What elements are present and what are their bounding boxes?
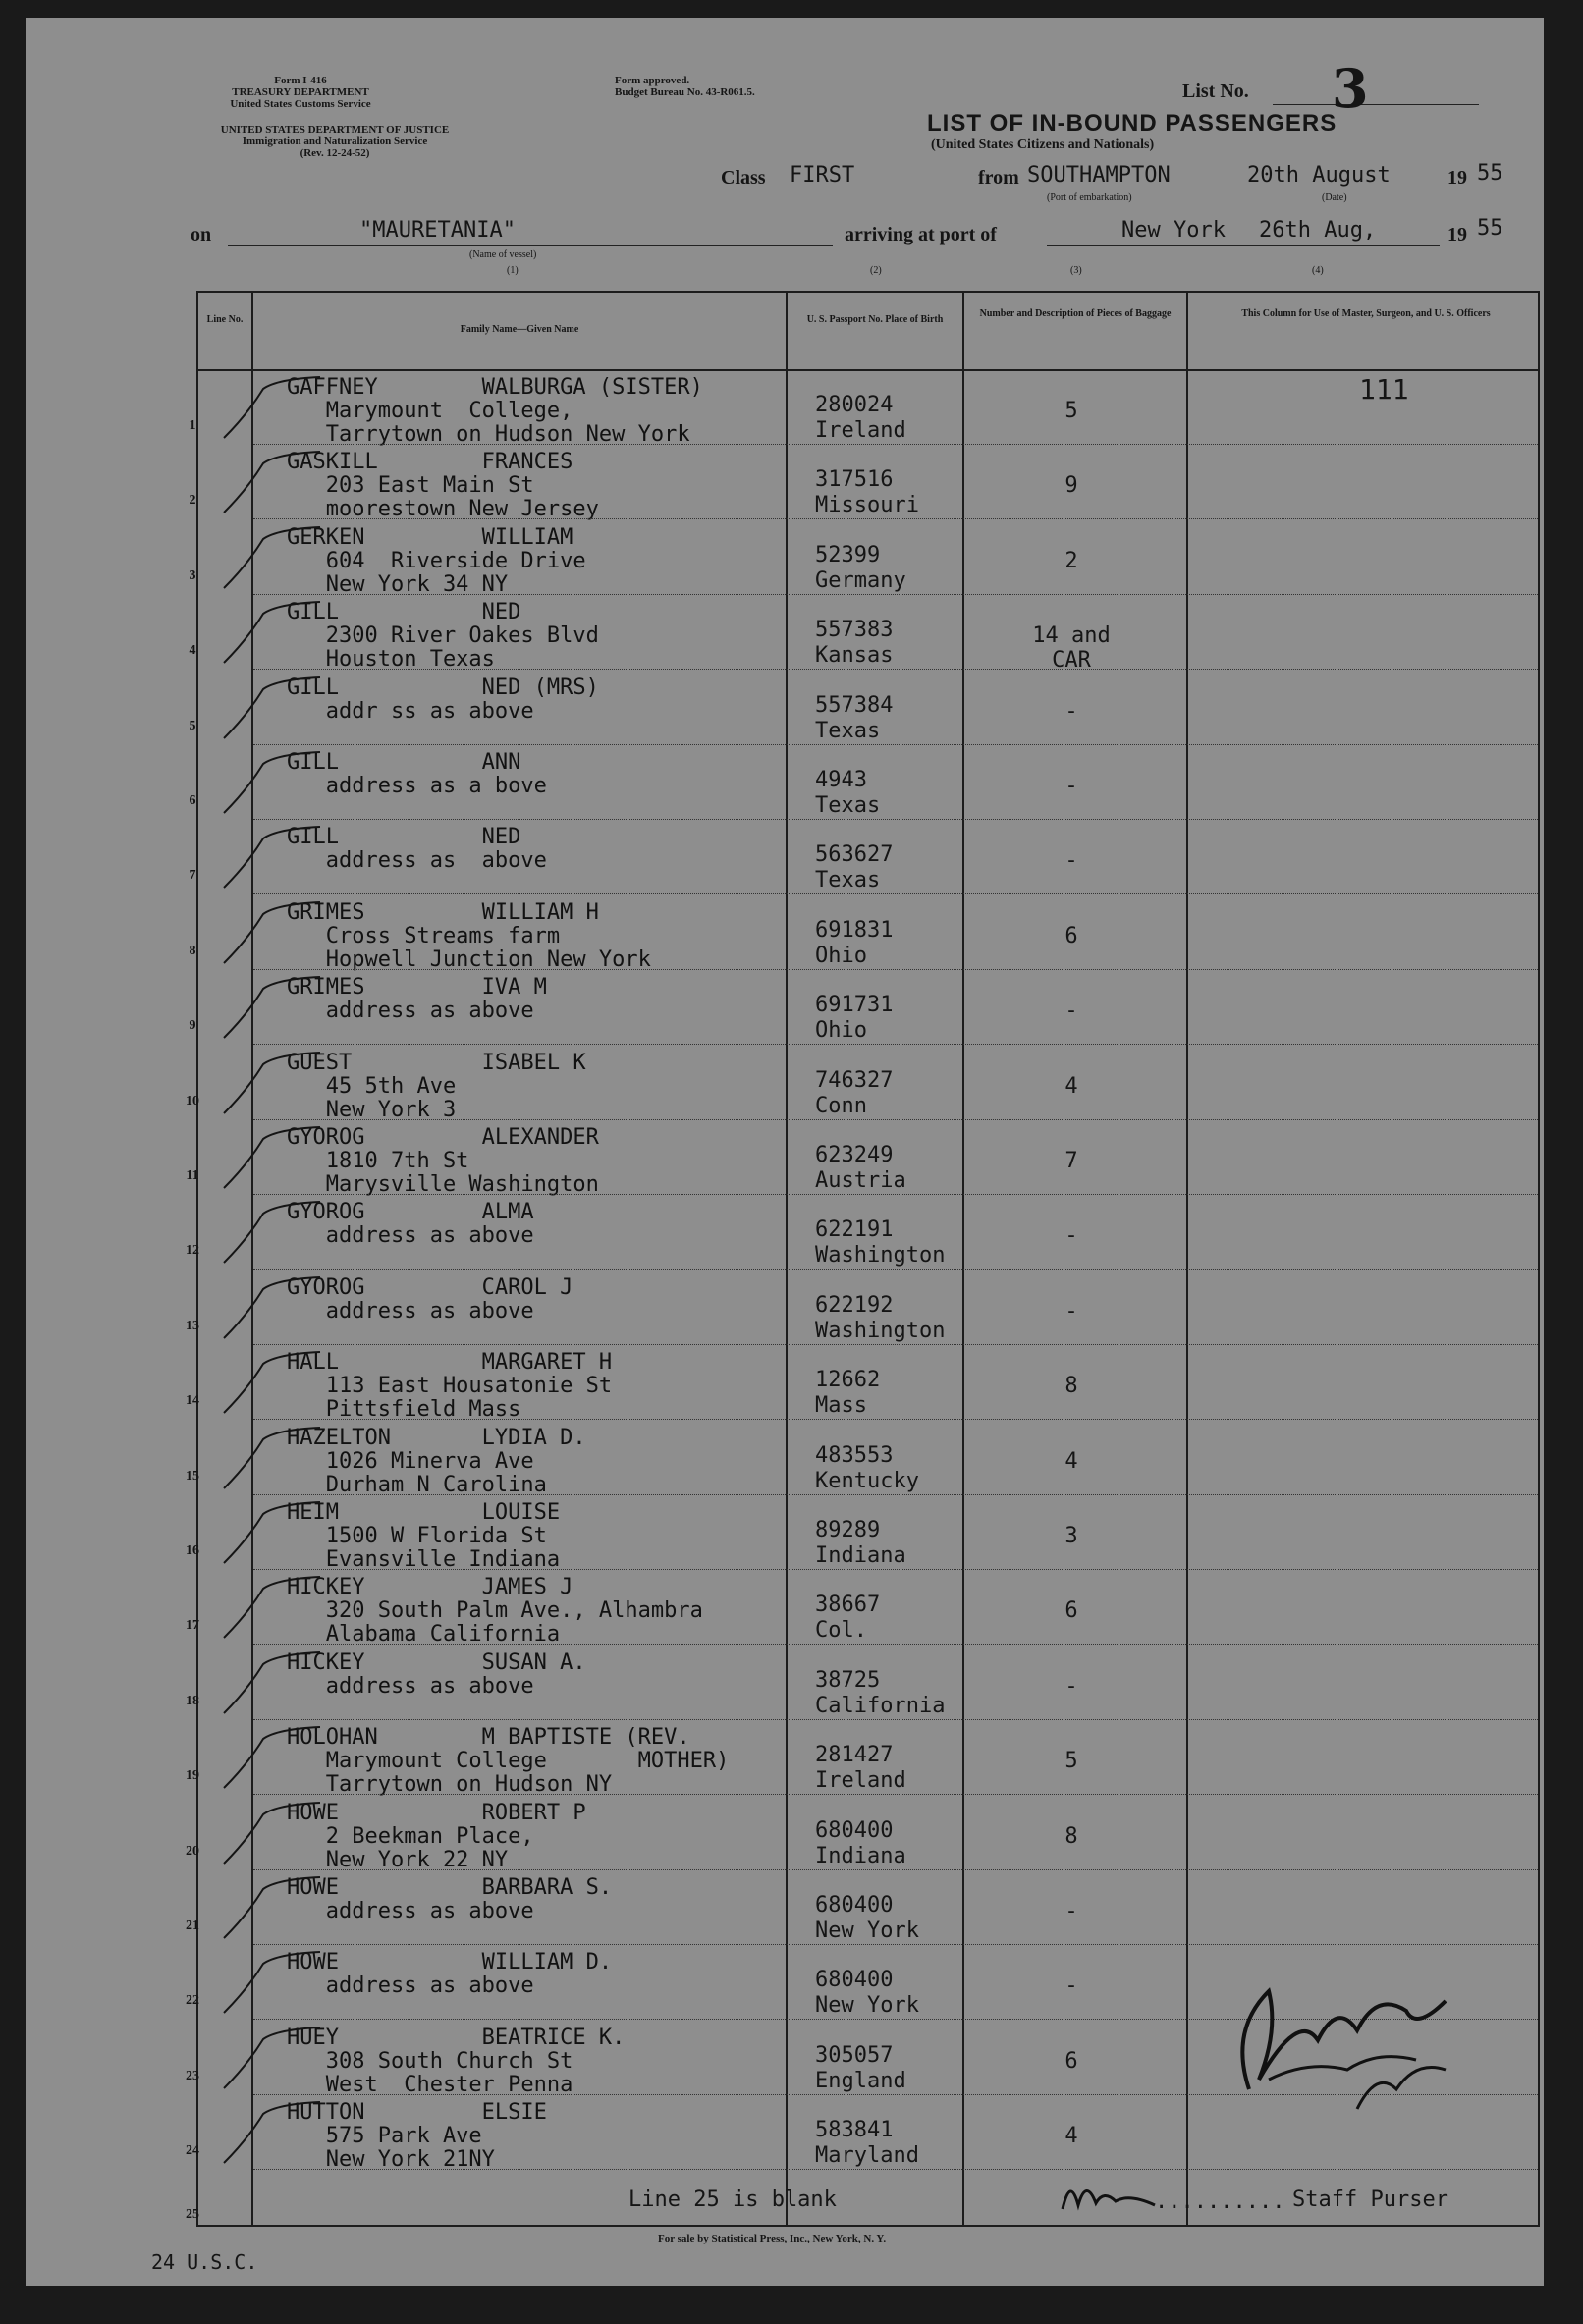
passenger-name: GYOROG CAROL J bbox=[287, 1274, 573, 1300]
passenger-address-1: address as above bbox=[287, 848, 547, 874]
check-tick-mark bbox=[218, 1200, 326, 1269]
passport-number: 4943 bbox=[815, 768, 867, 792]
row-divider bbox=[253, 444, 1538, 445]
baggage-count: - bbox=[1064, 774, 1078, 798]
arrival-date: 26th Aug, bbox=[1259, 218, 1377, 243]
passenger-name: HOWE BARBARA S. bbox=[287, 1875, 613, 1900]
date-caption: (Date) bbox=[1322, 192, 1347, 203]
row-divider bbox=[253, 893, 1538, 894]
passenger-address-2: Alabama California bbox=[287, 1622, 561, 1648]
place-of-birth: Texas bbox=[815, 868, 881, 893]
official-mark: 111 bbox=[1359, 373, 1409, 405]
line-number: 4 bbox=[189, 643, 196, 659]
place-of-birth: Texas bbox=[815, 718, 881, 743]
baggage-count: 6 bbox=[1064, 923, 1078, 948]
form-revision: (Rev. 12-24-52) bbox=[300, 147, 370, 159]
baggage-count: 4 bbox=[1064, 2124, 1078, 2149]
passenger-name: HUTTON ELSIE bbox=[287, 2100, 547, 2126]
place-of-birth: Kansas bbox=[815, 643, 894, 669]
passenger-address-1: addr ss as above bbox=[287, 698, 534, 724]
baggage-count: 2 bbox=[1064, 548, 1078, 573]
row-divider bbox=[253, 1044, 1538, 1045]
passport-number: 557383 bbox=[815, 618, 894, 643]
purser-title: Staff Purser bbox=[1292, 2188, 1448, 2212]
passenger-name: HOLOHAN M BAPTISTE (REV. bbox=[287, 1725, 690, 1751]
table-right-border bbox=[1538, 291, 1540, 2227]
baggage-count: 3 bbox=[1064, 1524, 1078, 1548]
line-number: 17 bbox=[186, 1618, 199, 1634]
form-approved: Form approved. bbox=[615, 75, 690, 86]
passenger-address-1: address as above bbox=[287, 1673, 534, 1699]
row-divider bbox=[253, 1719, 1538, 1720]
port-caption: (Port of embarkation) bbox=[1047, 192, 1132, 203]
line-number: 5 bbox=[189, 718, 196, 733]
place-of-birth: California bbox=[815, 1693, 946, 1718]
date-value: 20th August bbox=[1247, 163, 1391, 188]
vessel-name: "MAURETANIA" bbox=[359, 218, 516, 243]
date-year: 55 bbox=[1477, 161, 1503, 186]
date-year-prefix: 19 bbox=[1447, 167, 1467, 189]
list-no-label: List No. bbox=[1182, 81, 1249, 102]
check-tick-mark bbox=[218, 2026, 326, 2094]
line-number: 7 bbox=[189, 868, 196, 884]
customs-service: United States Customs Service bbox=[230, 98, 371, 110]
check-tick-mark bbox=[218, 1875, 326, 1944]
passenger-name: GILL ANN bbox=[287, 750, 521, 775]
baggage-count: 9 bbox=[1064, 473, 1078, 499]
line-number: 8 bbox=[189, 943, 196, 958]
row-divider bbox=[253, 744, 1538, 745]
line-number: 3 bbox=[189, 567, 196, 583]
place-of-birth: England bbox=[815, 2068, 906, 2093]
passenger-name: GAFFNEY WALBURGA (SISTER) bbox=[287, 375, 703, 400]
row-divider bbox=[253, 1944, 1538, 1945]
manifest-title: LIST OF IN-BOUND PASSENGERS bbox=[927, 110, 1337, 136]
col-num-2: (2) bbox=[870, 265, 882, 276]
ins-service: Immigration and Naturalization Service bbox=[242, 135, 428, 147]
place-of-birth: Germany bbox=[815, 567, 906, 593]
row-divider bbox=[253, 1644, 1538, 1645]
row-divider bbox=[253, 1494, 1538, 1495]
place-of-birth: Conn bbox=[815, 1093, 867, 1118]
baggage-count: - bbox=[1064, 1298, 1078, 1324]
check-tick-mark bbox=[218, 600, 326, 669]
check-tick-mark bbox=[218, 525, 326, 594]
row-divider bbox=[253, 1119, 1538, 1120]
from-label: from bbox=[978, 167, 1019, 189]
line-number: 22 bbox=[186, 1993, 199, 2009]
passenger-name: GERKEN WILLIAM bbox=[287, 524, 573, 550]
passport-number: 691731 bbox=[815, 993, 894, 1018]
passport-number: 557384 bbox=[815, 692, 894, 718]
line-number: 21 bbox=[186, 1919, 199, 1933]
arrival-port: New York bbox=[1121, 218, 1226, 243]
passenger-address-1: 575 Park Ave bbox=[287, 2124, 482, 2149]
form-number: Form I-416 bbox=[274, 75, 327, 86]
baggage-count: - bbox=[1064, 999, 1078, 1024]
table-header-border bbox=[196, 369, 1540, 371]
passenger-address-2: Marysville Washington bbox=[287, 1172, 599, 1197]
passenger-manifest-page bbox=[26, 18, 1544, 2286]
passenger-address-1: 1026 Minerva Ave bbox=[287, 1448, 534, 1474]
place-of-birth: Washington bbox=[815, 1243, 946, 1269]
line-number: 6 bbox=[189, 793, 196, 808]
check-tick-mark bbox=[218, 1575, 326, 1644]
form-approval-block bbox=[615, 75, 755, 98]
place-of-birth: Mass bbox=[815, 1393, 867, 1419]
passport-number: 52399 bbox=[815, 542, 881, 567]
passenger-name: HOWE ROBERT P bbox=[287, 1800, 586, 1825]
passenger-address-2: Tarrytown on Hudson New York bbox=[287, 422, 690, 447]
passenger-address-1: 45 5th Ave bbox=[287, 1073, 457, 1099]
justice-dept: UNITED STATES DEPARTMENT OF JUSTICE bbox=[220, 124, 450, 135]
row-divider bbox=[253, 1194, 1538, 1195]
line-number: 1 bbox=[189, 418, 196, 433]
passenger-address-1: address as above bbox=[287, 999, 534, 1024]
treasury-dept: TREASURY DEPARTMENT bbox=[232, 86, 369, 98]
passport-number: 305057 bbox=[815, 2042, 894, 2068]
check-tick-mark bbox=[218, 750, 326, 819]
passenger-name: GUEST ISABEL K bbox=[287, 1050, 586, 1075]
line-number: 23 bbox=[186, 2068, 199, 2083]
passenger-address-1: address as a bove bbox=[287, 774, 547, 798]
check-tick-mark bbox=[218, 825, 326, 893]
printer-footer: For sale by Statistical Press, Inc., New York, N. Y. bbox=[658, 2233, 887, 2244]
passenger-address-1: address as above bbox=[287, 1298, 534, 1324]
passenger-name: GILL NED bbox=[287, 600, 521, 625]
baggage-count: - bbox=[1064, 1223, 1078, 1249]
col-header-name: Family Name—Given Name bbox=[460, 324, 579, 335]
baggage-count: 6 bbox=[1064, 2048, 1078, 2074]
line-number: 15 bbox=[186, 1468, 199, 1484]
row-divider bbox=[253, 594, 1538, 595]
row-divider bbox=[253, 1569, 1538, 1570]
col-divider-passport bbox=[962, 291, 964, 2227]
place-of-birth: New York bbox=[815, 1919, 919, 1943]
statute-footer: 24 U.S.C. bbox=[151, 2250, 258, 2274]
check-tick-mark bbox=[218, 1650, 326, 1719]
passenger-address-1: 2 Beekman Place, bbox=[287, 1823, 534, 1849]
row-divider bbox=[253, 969, 1538, 970]
passport-number: 483553 bbox=[815, 1442, 894, 1468]
baggage-count: 7 bbox=[1064, 1149, 1078, 1173]
place-of-birth: Texas bbox=[815, 793, 881, 818]
col-num-1: (1) bbox=[507, 265, 519, 276]
col-header-officers: This Column for Use of Master, Surgeon, and U. S. Officers bbox=[1241, 308, 1491, 319]
check-tick-mark bbox=[218, 900, 326, 969]
check-tick-mark bbox=[218, 1500, 326, 1569]
passenger-address-1: 203 East Main St bbox=[287, 473, 534, 499]
passenger-address-2: New York 21NY bbox=[287, 2147, 495, 2173]
baggage-count: 8 bbox=[1064, 1374, 1078, 1399]
passenger-address-2: Durham N Carolina bbox=[287, 1472, 547, 1497]
check-tick-mark bbox=[218, 1275, 326, 1344]
passenger-name: HAZELTON LYDIA D. bbox=[287, 1425, 586, 1450]
check-tick-mark bbox=[218, 450, 326, 518]
table-bottom-border bbox=[196, 2225, 1540, 2227]
passenger-name: HICKEY SUSAN A. bbox=[287, 1649, 586, 1675]
line-number: 12 bbox=[186, 1243, 199, 1259]
form-agency-block bbox=[173, 75, 428, 110]
line-number: 24 bbox=[186, 2143, 199, 2159]
passenger-address-1: 113 East Housatonie St bbox=[287, 1374, 613, 1399]
place-of-birth: Ohio bbox=[815, 943, 867, 968]
baggage-count: - bbox=[1064, 1899, 1078, 1923]
passenger-address-1: Marymount College, bbox=[287, 399, 573, 423]
passport-number: 680400 bbox=[815, 1817, 894, 1843]
table-top-border bbox=[196, 291, 1540, 293]
arrival-year: 55 bbox=[1477, 216, 1503, 241]
class-label: Class bbox=[721, 167, 766, 189]
check-tick-mark bbox=[218, 1051, 326, 1119]
baggage-count: - bbox=[1064, 848, 1078, 874]
passport-number: 680400 bbox=[815, 1968, 894, 1993]
place-of-birth: Kentucky bbox=[815, 1468, 919, 1493]
col-num-4: (4) bbox=[1312, 265, 1324, 276]
passenger-name: GRIMES WILLIAM H bbox=[287, 899, 599, 925]
place-of-birth: Washington bbox=[815, 1318, 946, 1343]
passport-number: 281427 bbox=[815, 1743, 894, 1768]
place-of-birth: Indiana bbox=[815, 1543, 906, 1568]
baggage-count: 6 bbox=[1064, 1598, 1078, 1624]
passenger-name: HEIM LOUISE bbox=[287, 1500, 561, 1525]
passenger-address-2: New York 34 NY bbox=[287, 571, 509, 597]
purser-signature bbox=[1057, 2170, 1165, 2223]
passenger-address-1: 2300 River Oakes Blvd bbox=[287, 623, 599, 649]
passenger-address-2: West Chester Penna bbox=[287, 2072, 573, 2097]
passenger-address-2: New York 3 bbox=[287, 1097, 457, 1122]
row-divider bbox=[253, 1869, 1538, 1870]
arrival-year-prefix: 19 bbox=[1447, 224, 1467, 245]
row-divider bbox=[253, 1794, 1538, 1795]
row-divider bbox=[253, 669, 1538, 670]
check-tick-mark bbox=[218, 1950, 326, 2019]
purser-signature-mark bbox=[1057, 2170, 1165, 2219]
col-header-line: Line No. bbox=[206, 314, 244, 325]
baggage-count: - bbox=[1064, 698, 1078, 724]
baggage-count: 4 bbox=[1064, 1448, 1078, 1474]
passport-number: 317516 bbox=[815, 467, 894, 493]
check-tick-mark bbox=[218, 975, 326, 1044]
check-tick-mark bbox=[218, 1801, 326, 1869]
passport-number: 12662 bbox=[815, 1368, 881, 1393]
passenger-name: GILL NED bbox=[287, 825, 521, 850]
class-value: FIRST bbox=[790, 163, 855, 188]
passenger-name: GASKILL FRANCES bbox=[287, 450, 573, 475]
passport-number: 89289 bbox=[815, 1518, 881, 1542]
line-number: 11 bbox=[186, 1168, 199, 1183]
passenger-address-2: Pittsfield Mass bbox=[287, 1397, 521, 1423]
passenger-name: HALL MARGARET H bbox=[287, 1350, 613, 1376]
baggage-count: 5 bbox=[1064, 399, 1078, 423]
purser-dots: .......... bbox=[1155, 2189, 1285, 2214]
place-of-birth: Austria bbox=[815, 1168, 906, 1193]
passport-number: 38725 bbox=[815, 1667, 881, 1693]
passport-number: 680400 bbox=[815, 1893, 894, 1918]
from-value: SOUTHAMPTON bbox=[1027, 163, 1171, 188]
passenger-address-1: 604 Riverside Drive bbox=[287, 548, 586, 573]
passenger-address-1: Cross Streams farm bbox=[287, 923, 561, 948]
passenger-address-1: Marymount College MOTHER) bbox=[287, 1749, 730, 1774]
line-number-25: 25 bbox=[186, 2207, 199, 2222]
vessel-caption: (Name of vessel) bbox=[469, 249, 537, 260]
baggage-count: - bbox=[1064, 1673, 1078, 1699]
check-tick-mark bbox=[218, 1426, 326, 1494]
check-tick-mark bbox=[218, 1725, 326, 1794]
line-number: 19 bbox=[186, 1768, 199, 1784]
passport-number: 622192 bbox=[815, 1292, 894, 1318]
passenger-name: HOWE WILLIAM D. bbox=[287, 1950, 613, 1975]
col-header-baggage: Number and Description of Pieces of Baggage bbox=[979, 308, 1172, 319]
passport-number: 622191 bbox=[815, 1217, 894, 1243]
passenger-address-1: 308 South Church St bbox=[287, 2048, 573, 2074]
row-divider bbox=[253, 518, 1538, 519]
check-tick-mark bbox=[218, 1350, 326, 1419]
row-divider bbox=[253, 1419, 1538, 1420]
check-tick-mark bbox=[218, 375, 326, 444]
place-of-birth: Col. bbox=[815, 1618, 867, 1644]
passport-number: 583841 bbox=[815, 2118, 894, 2143]
line-number: 9 bbox=[189, 1018, 196, 1034]
baggage-count: 5 bbox=[1064, 1749, 1078, 1774]
passenger-address-2: New York 22 NY bbox=[287, 1847, 509, 1872]
check-tick-mark bbox=[218, 1125, 326, 1194]
place-of-birth: Ohio bbox=[815, 1018, 867, 1044]
passenger-name: GYOROG ALMA bbox=[287, 1200, 534, 1225]
baggage-count: 4 bbox=[1064, 1073, 1078, 1099]
check-tick-mark bbox=[218, 2100, 326, 2169]
justice-block bbox=[197, 124, 472, 159]
passport-number: 563627 bbox=[815, 842, 894, 868]
passenger-name: HUEY BEATRICE K. bbox=[287, 2025, 626, 2050]
line-number: 13 bbox=[186, 1318, 199, 1333]
line-number: 14 bbox=[186, 1393, 199, 1409]
baggage-count: 14 and CAR bbox=[1032, 623, 1111, 674]
line-number: 2 bbox=[189, 493, 196, 509]
place-of-birth: Ireland bbox=[815, 1768, 906, 1794]
place-of-birth: Maryland bbox=[815, 2143, 919, 2169]
passenger-address-1: 1500 W Florida St bbox=[287, 1524, 547, 1548]
inspector-signature bbox=[1210, 1972, 1465, 2119]
passport-number: 746327 bbox=[815, 1067, 894, 1093]
passenger-address-1: address as above bbox=[287, 1973, 534, 1999]
passenger-address-1: address as above bbox=[287, 1899, 534, 1923]
place-of-birth: Missouri bbox=[815, 493, 919, 518]
arriving-label: arriving at port of bbox=[845, 224, 997, 245]
passenger-name: HICKEY JAMES J bbox=[287, 1575, 573, 1600]
baggage-count: - bbox=[1064, 1973, 1078, 1999]
passport-number: 623249 bbox=[815, 1143, 894, 1167]
vessel-underline bbox=[228, 245, 833, 246]
passenger-address-2: Hopwell Junction New York bbox=[287, 946, 651, 972]
passenger-address-2: moorestown New Jersey bbox=[287, 497, 599, 522]
passenger-address-1: 1810 7th St bbox=[287, 1149, 469, 1173]
passenger-name: GILL NED (MRS) bbox=[287, 675, 599, 700]
row-divider bbox=[253, 1344, 1538, 1345]
passenger-address-2: Evansville Indiana bbox=[287, 1547, 561, 1572]
col-header-passport: U. S. Passport No. Place of Birth bbox=[806, 314, 944, 325]
col-divider-baggage bbox=[1186, 291, 1188, 2227]
baggage-count: 8 bbox=[1064, 1823, 1078, 1849]
passenger-name: GRIMES IVA M bbox=[287, 975, 547, 1000]
passenger-address-2: Houston Texas bbox=[287, 647, 495, 673]
place-of-birth: Ireland bbox=[815, 418, 906, 443]
check-tick-mark bbox=[218, 676, 326, 744]
passport-number: 280024 bbox=[815, 393, 894, 417]
col-num-3: (3) bbox=[1070, 265, 1082, 276]
manifest-subtitle: (United States Citizens and Nationals) bbox=[931, 137, 1155, 152]
line-number: 18 bbox=[186, 1693, 199, 1708]
row-divider bbox=[253, 819, 1538, 820]
list-no-underline bbox=[1273, 104, 1479, 105]
passenger-name: GYOROG ALEXANDER bbox=[287, 1125, 599, 1150]
budget-bureau: Budget Bureau No. 43-R061.5. bbox=[615, 86, 755, 98]
passenger-address-2: Tarrytown on Hudson NY bbox=[287, 1772, 613, 1798]
arrival-underline bbox=[1047, 245, 1440, 246]
on-label: on bbox=[191, 224, 212, 245]
line-number: 10 bbox=[186, 1093, 199, 1108]
passport-number: 38667 bbox=[815, 1593, 881, 1618]
place-of-birth: New York bbox=[815, 1993, 919, 2019]
passport-number: 691831 bbox=[815, 917, 894, 943]
line-number: 20 bbox=[186, 1843, 199, 1859]
row-divider bbox=[253, 1269, 1538, 1270]
passenger-address-1: address as above bbox=[287, 1223, 534, 1249]
passenger-address-1: 320 South Palm Ave., Alhambra bbox=[287, 1598, 703, 1624]
list-no-value: 3 bbox=[1332, 57, 1369, 120]
place-of-birth: Indiana bbox=[815, 1843, 906, 1868]
line-25-note: Line 25 is blank bbox=[628, 2188, 837, 2212]
row-divider bbox=[253, 2169, 1538, 2170]
col-divider-name bbox=[786, 291, 788, 2227]
line-number: 16 bbox=[186, 1543, 199, 1558]
